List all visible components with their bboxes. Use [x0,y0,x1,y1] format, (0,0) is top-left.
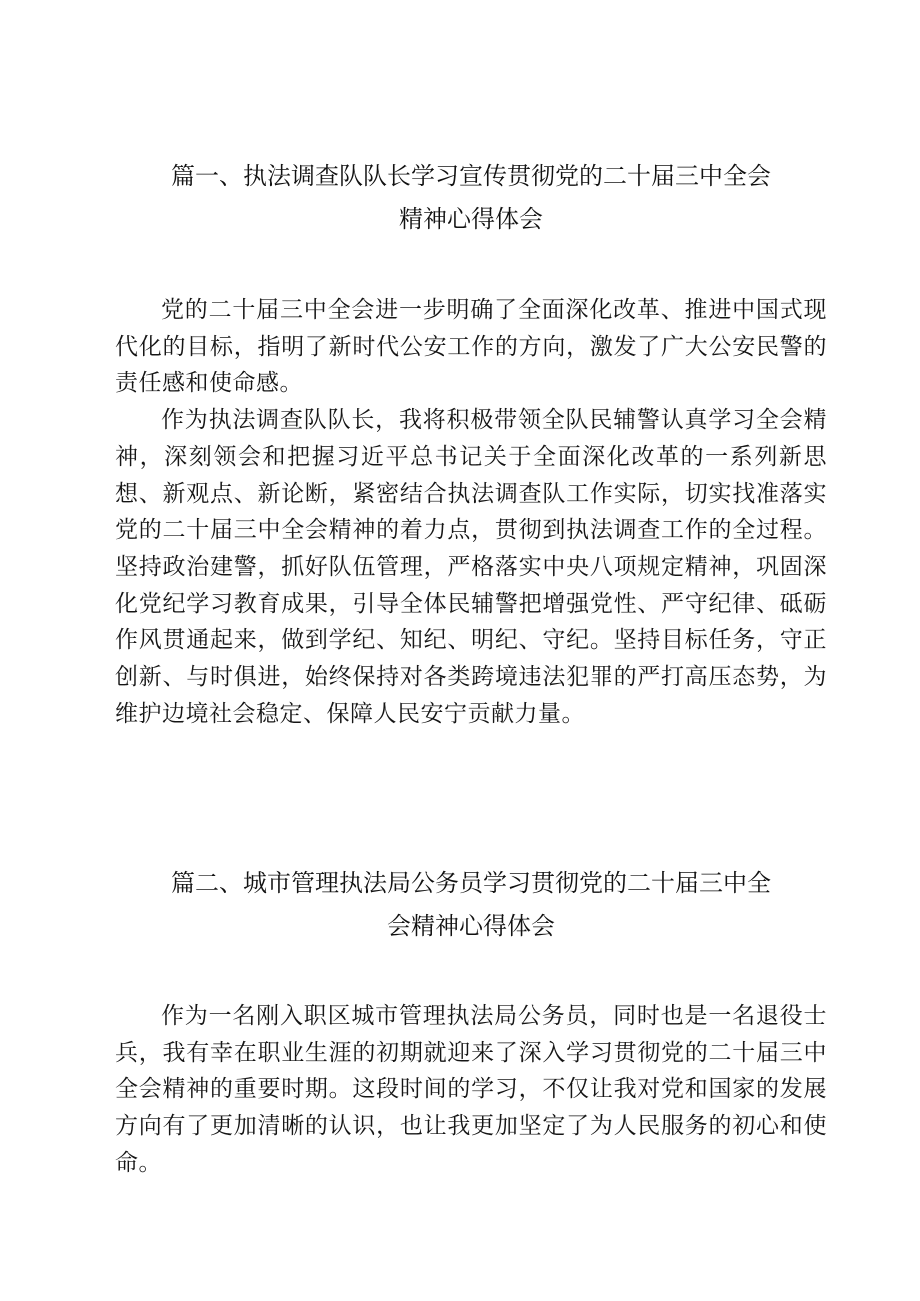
section-2-heading [115,862,827,948]
section-1-paragraph-2: 作为执法调查队队长，我将积极带领全队民辅警认真学习全会精神，深刻领会和把握习近平总书记关于全面深化改革的一系列新思想、新观点、新论断，紧密结合执法调查队工作实际，切实找准落实党的二十届三中全会精神的着力点，贯彻到执法调查工作的全过程。坚持政治建警，抓好队伍管理，严格落实中央八项规定精神，巩固深化党纪学习教育成果，引导全体民辅警把增强党性、严守纪律、砥砺作风贯通起来，做到学纪、知纪、明纪、守纪。坚持目标任务，守正创新、与时俱进，始终保持对各类跨境违法犯罪的严打高压态势，为维护边境社会稳定、保障人民安宁贡献力量。 [115,407,827,727]
section-1-body [115,292,827,732]
section-1-heading [115,155,827,241]
section-2-title [115,862,827,948]
section-1-title-line-1: 篇一、执法调查队队长学习宣传贯彻党的二十届三中全会 [171,162,771,190]
section-2-body [115,998,827,1182]
section-2-paragraph-1: 作为一名刚入职区城市管理执法局公务员，同时也是一名退役士兵，我有幸在职业生涯的初期就迎来了深入学习贯彻党的二十届三中全会精神的重要时期。这段时间的学习，不仅让我对党和国家的发展方向有了更加清晰的认识，也让我更加坚定了为人民服务的初心和使命。 [115,1003,827,1176]
section-1-title [115,155,827,241]
section-2-title-line-1: 篇二、城市管理执法局公务员学习贯彻党的二十届三中全 [171,869,771,897]
section-2-title-line-2: 会精神心得体会 [387,912,555,940]
section-1-title-line-2: 精神心得体会 [399,205,543,233]
section-1-paragraph-1: 党的二十届三中全会进一步明确了全面深化改革、推进中国式现代化的目标，指明了新时代公安工作的方向，激发了广大公安民警的责任感和使命感。 [115,297,827,397]
